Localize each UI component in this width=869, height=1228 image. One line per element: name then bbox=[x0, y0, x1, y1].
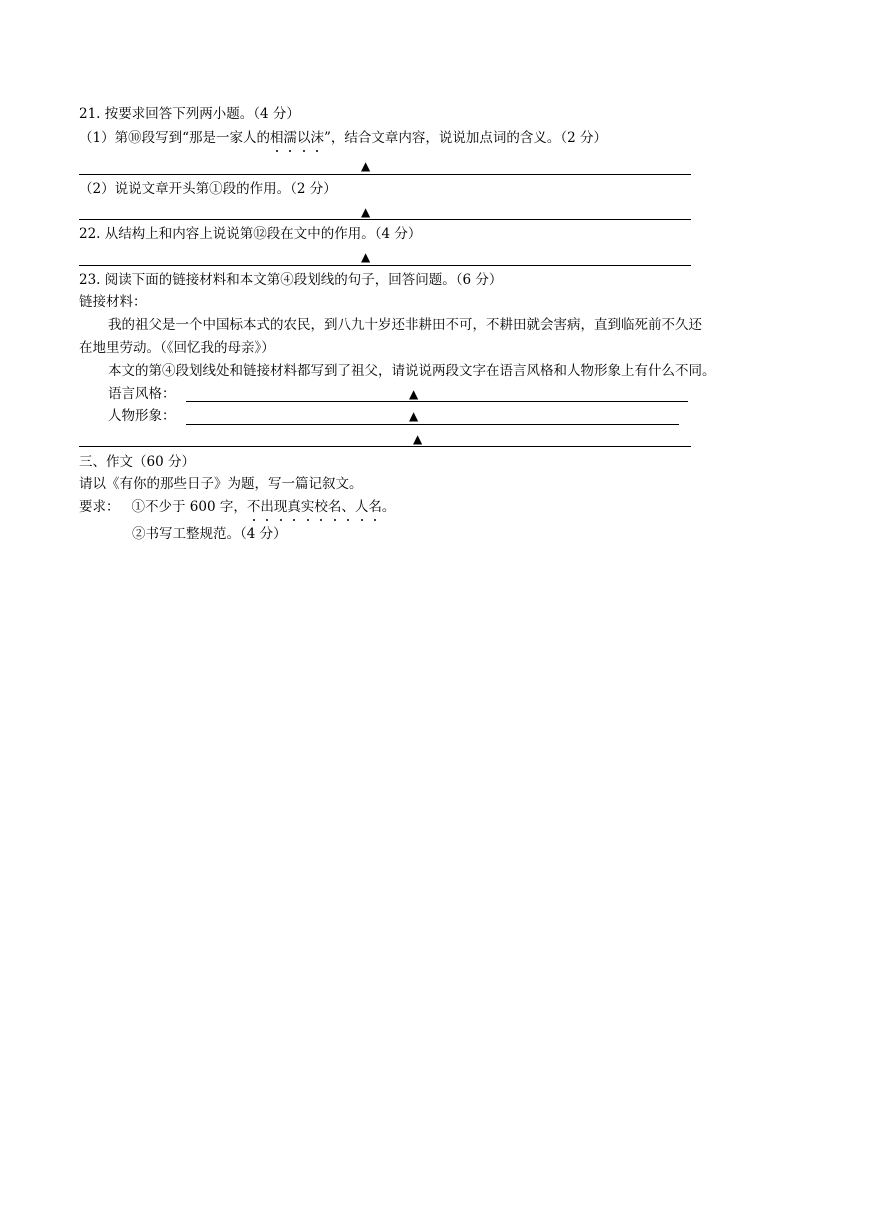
answer-marker: ▲ bbox=[361, 205, 371, 219]
dotted-char: 名 bbox=[368, 499, 382, 515]
answer-line bbox=[79, 265, 691, 266]
answer-line bbox=[186, 424, 679, 425]
dotted-char: 实 bbox=[300, 499, 315, 515]
dotted-char: 名 bbox=[327, 499, 342, 515]
q21-sub1-suffix: ”，结合文章内容，说说加点词的含义。（2 分） bbox=[324, 130, 608, 146]
composition-task: 请以《有你的那些日子》为题，写一篇记叙文。 bbox=[79, 476, 363, 492]
req1-prefix: ①不少于 600 字， bbox=[131, 499, 247, 515]
answer-marker: ▲ bbox=[361, 159, 371, 173]
material-line-1: 我的祖父是一个中国标本式的农民，到八九十岁还非耕田不可，不耕田就会害病，直到临死前不久还 bbox=[108, 317, 702, 333]
req1-suffix: 。 bbox=[381, 499, 396, 515]
q23-title: 23. 阅读下面的链接材料和本文第④段划线的句子，回答问题。（6 分） bbox=[79, 272, 503, 288]
dotted-char: 出 bbox=[260, 499, 274, 515]
dotted-char: 现 bbox=[273, 499, 288, 515]
answer-line bbox=[79, 174, 691, 175]
requirement-1 bbox=[79, 501, 395, 515]
answer-marker: ▲ bbox=[409, 387, 419, 401]
dotted-char: 校 bbox=[314, 499, 328, 515]
answer-marker: ▲ bbox=[361, 250, 371, 264]
q21-sub2: （2）说说文章开头第①段的作用。（2 分） bbox=[79, 181, 337, 197]
dotted-char: 人 bbox=[354, 499, 369, 515]
q23-prompt: 本文的第④段划线处和链接材料都写到了祖父，请说说两段文字在语言风格和人物形象上有什么不同。 bbox=[108, 363, 716, 379]
requirement-2: ②书写工整规范。（4 分） bbox=[132, 526, 287, 542]
dotted-char: 真 bbox=[287, 499, 301, 515]
q22-title: 22. 从结构上和内容上说说第⑫段在文中的作用。（4 分） bbox=[79, 226, 422, 242]
dotted-char: 以 bbox=[297, 130, 311, 146]
requirements-label: 要求： bbox=[79, 499, 120, 515]
dotted-char: 濡 bbox=[283, 130, 297, 146]
answer-marker: ▲ bbox=[413, 432, 423, 446]
answer-marker: ▲ bbox=[409, 409, 419, 423]
q21-sub1 bbox=[79, 132, 607, 146]
language-style-label: 语言风格： bbox=[108, 386, 176, 402]
dotted-char: 、 bbox=[341, 499, 355, 515]
dotted-char: 不 bbox=[246, 499, 261, 515]
answer-line bbox=[79, 446, 691, 447]
character-image-label: 人物形象： bbox=[108, 408, 176, 424]
material-line-2: 在地里劳动。（《回忆我的母亲》） bbox=[79, 340, 275, 356]
composition-heading: 三、作文（60 分） bbox=[79, 454, 195, 470]
dotted-char: 沫 bbox=[310, 130, 324, 146]
answer-line bbox=[79, 219, 691, 220]
link-material-label: 链接材料： bbox=[79, 294, 147, 310]
dotted-char: 相 bbox=[270, 130, 284, 146]
answer-line bbox=[186, 401, 688, 402]
q21-sub1-prefix: （1）第⑩段写到“那是一家人的 bbox=[79, 130, 270, 146]
q21-title: 21. 按要求回答下列两小题。（4 分） bbox=[79, 106, 300, 122]
